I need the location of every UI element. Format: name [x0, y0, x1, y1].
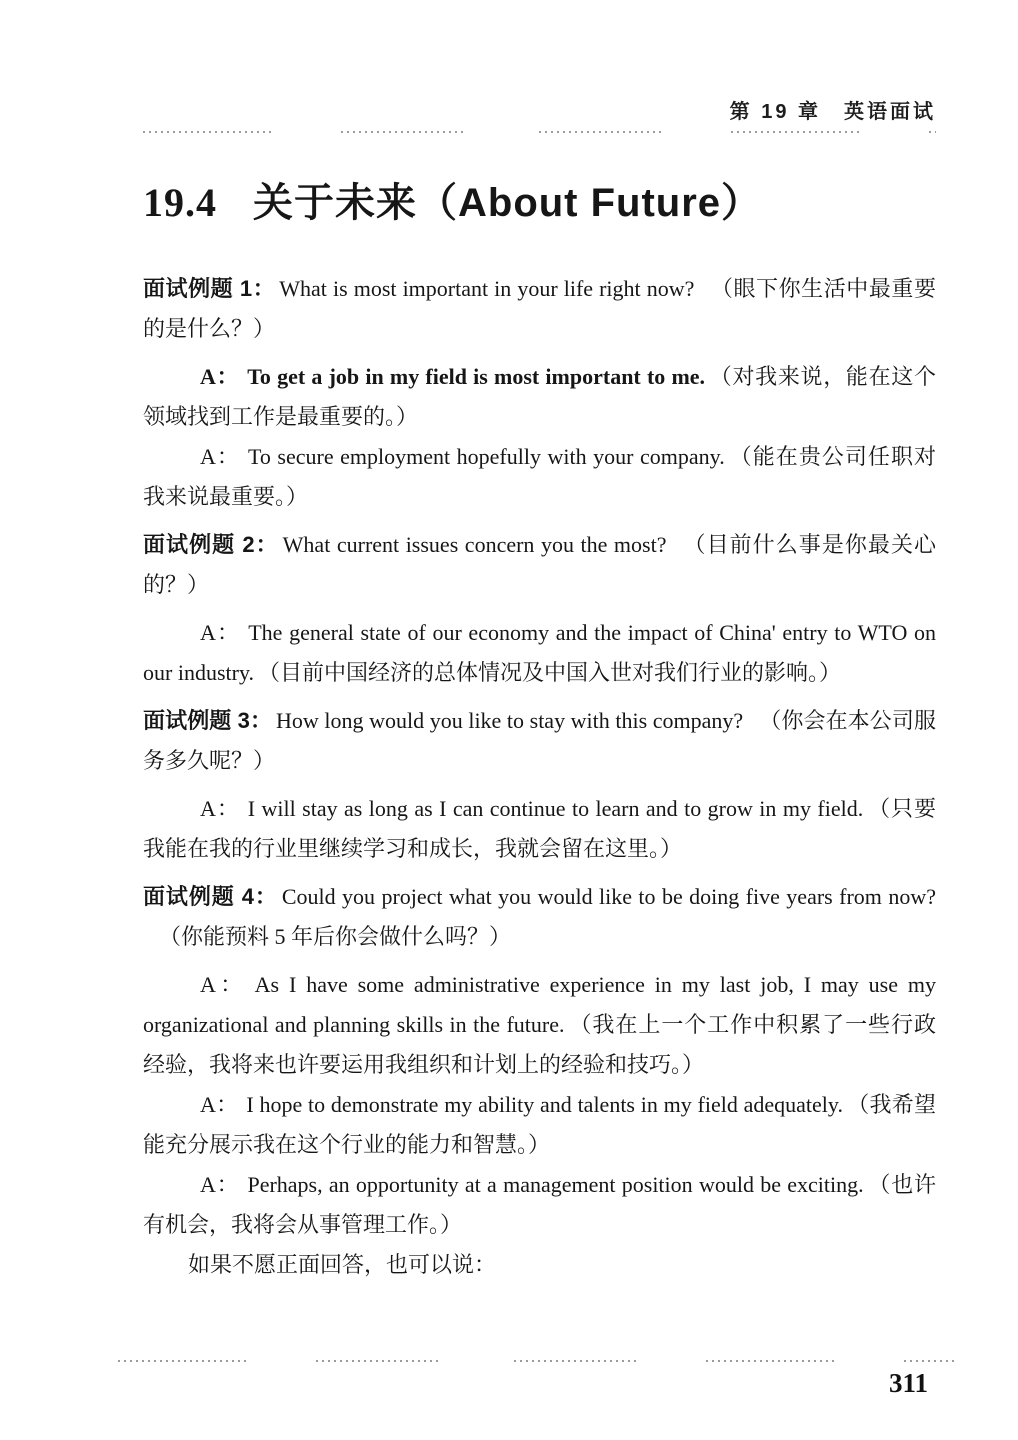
question-translation: （目前什么事是你最关心的？）	[143, 532, 936, 597]
page-number: 311	[888, 1368, 928, 1398]
answer-translation: （目前中国经济的总体情况及中国入世对我们行业的影响。）	[258, 660, 842, 685]
answer-translation: （我在上一个工作中积累了一些行政经验，我将来也许要运用我组织和计划上的经验和技巧。）	[143, 1012, 936, 1077]
answer-translation: （对我来说，能在这个领域找到工作是最重要的。）	[143, 364, 936, 429]
question-paragraph-4	[143, 877, 936, 957]
followup-note: 如果不愿正面回答，也可以说：	[188, 1252, 497, 1277]
question-paragraph-2	[143, 525, 936, 605]
section-number: 19.4	[143, 180, 217, 225]
answer-translation: （也许有机会，我将会从事管理工作。）	[143, 1172, 936, 1237]
question-label: 面试例题 3：	[143, 708, 273, 733]
section-name: 关于未来（About Future）	[253, 181, 763, 225]
question-paragraph-3	[143, 701, 936, 781]
running-head	[143, 100, 936, 124]
question-label: 面试例题 1：	[143, 276, 276, 301]
question-label: 面试例题 4：	[143, 884, 278, 909]
answer-translation: （能在贵公司任职对我来说最重要。）	[143, 444, 937, 509]
answer-prefix: A：	[200, 620, 241, 645]
chapter-heading: 第 19 章 英语面试	[729, 101, 936, 123]
answer-prefix: A：	[200, 1092, 239, 1117]
question-paragraph-1	[143, 269, 936, 349]
question-label: 面试例题 2：	[143, 532, 279, 557]
question-english: How long would you like to stay with this company?	[276, 708, 744, 733]
answer-prefix: A：	[200, 1172, 240, 1197]
answer-english: As I have some administrative experience in my last job, I may use my organizational and planning skills in the future.	[143, 972, 937, 1037]
question-translation: （你能预料 5 年后你会做什么吗？）	[159, 924, 512, 949]
answer-english: Perhaps, an opportunity at a management position would be exciting.	[247, 1172, 864, 1197]
answer-paragraph	[143, 1165, 936, 1245]
answer-english: To get a job in my field is most important to me.	[247, 364, 706, 389]
answer-paragraph	[143, 965, 936, 1085]
question-english: What is most important in your life right now?	[279, 276, 695, 301]
answer-paragraph	[143, 613, 936, 693]
answer-paragraph	[143, 437, 936, 517]
answer-translation: （只要我能在我的行业里继续学习和成长，我就会留在这里。）	[143, 796, 936, 861]
answer-english: To secure employment hopefully with your company.	[247, 444, 725, 469]
answer-english: I will stay as long as I can continue to learn and to grow in my field.	[247, 796, 864, 821]
answer-prefix: A：	[200, 796, 240, 821]
question-english: Could you project what you would like to be doing five years from now?	[281, 884, 936, 909]
question-translation: （眼下你生活中最重要的是什么？）	[143, 276, 936, 341]
answer-translation: （我希望能充分展示我在这个行业的能力和智慧。）	[143, 1092, 937, 1157]
section-title	[143, 179, 936, 227]
answer-prefix: A：	[200, 972, 247, 997]
answer-paragraph	[143, 1085, 936, 1165]
answer-prefix: A：	[200, 444, 240, 469]
answer-paragraph	[143, 789, 936, 869]
answer-prefix: A：	[200, 364, 240, 389]
footer-rule	[118, 1360, 954, 1362]
question-translation: （你会在本公司服务多久呢？）	[143, 708, 936, 773]
answer-english: The general state of our economy and the impact of China' entry to WTO on our industry.	[143, 620, 936, 685]
answer-paragraph	[143, 357, 936, 437]
answer-english: I hope to demonstrate my ability and talents in my field adequately.	[246, 1092, 843, 1117]
header-rule	[143, 131, 936, 133]
question-english: What current issues concern you the most?	[282, 532, 667, 557]
